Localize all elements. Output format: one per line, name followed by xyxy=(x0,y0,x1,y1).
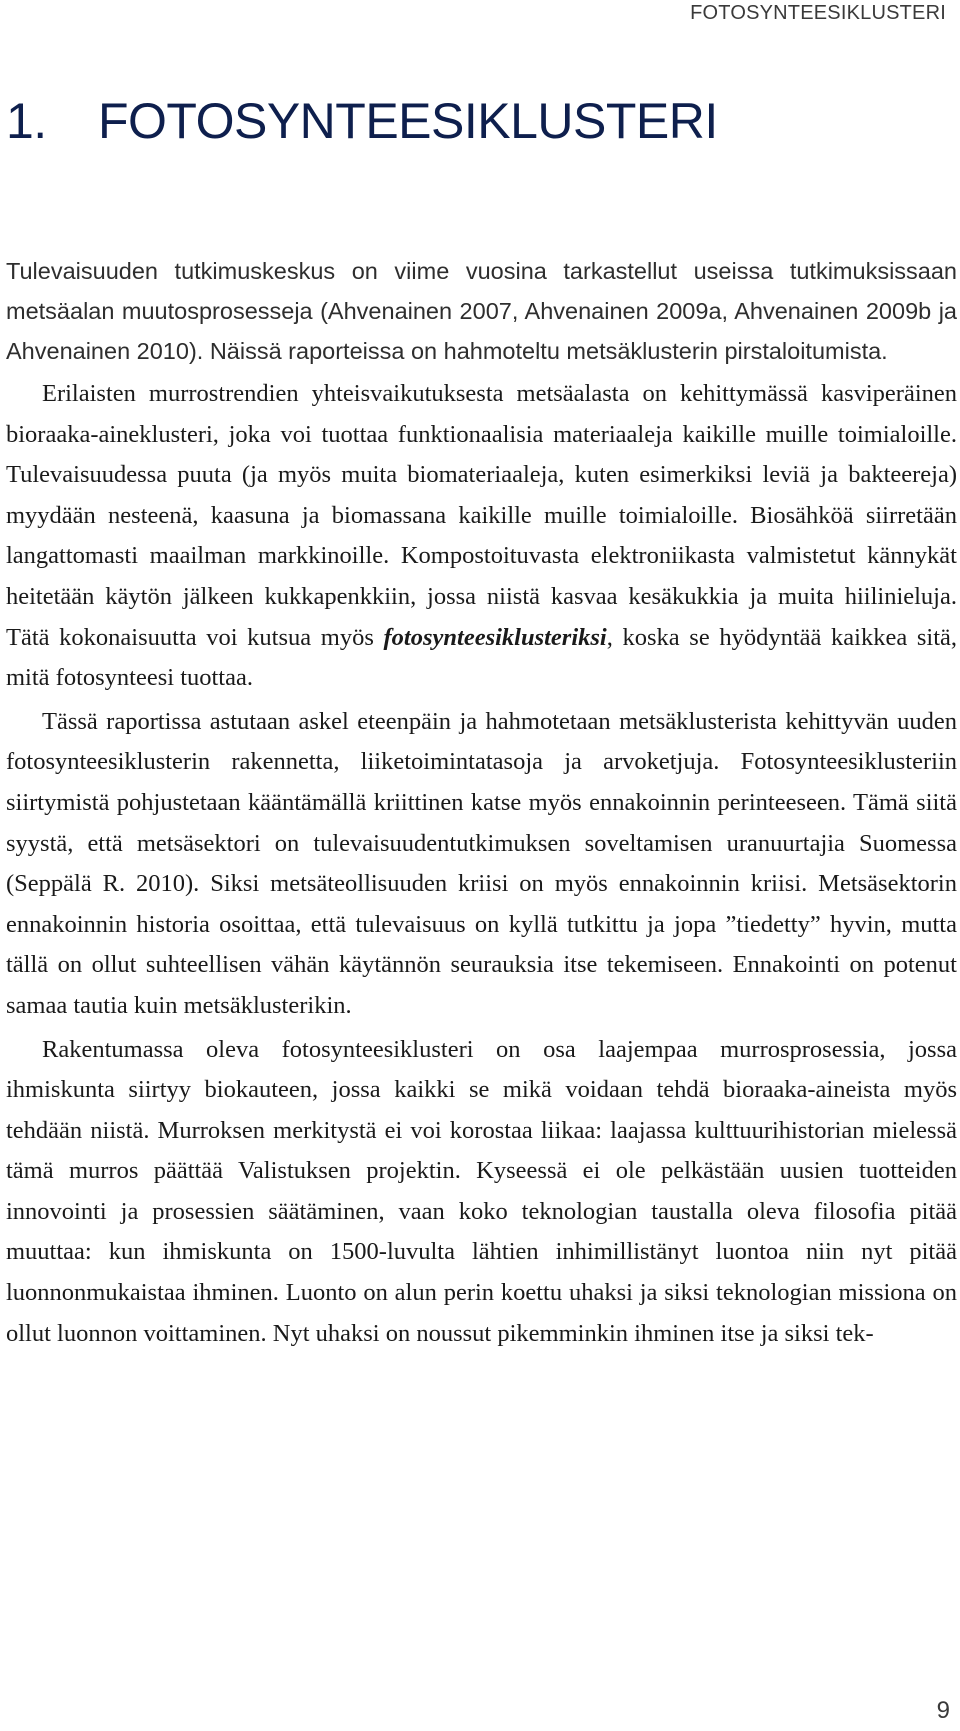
paragraph-cluster-text-end: , koska se hyödyntää kaikkea sitä, mitä fotosynteesi tuottaa. xyxy=(6,623,957,692)
chapter-title-text: FOTOSYNTEESIKLUSTERI xyxy=(98,93,718,149)
emphasized-term: fotosynteesiklusteriksi xyxy=(383,623,607,651)
lead-paragraph: Tulevaisuuden tutkimuskeskus on viime vuosina tarkastellut useissa tutkimuksissaan metsäalan muutosprosesseja (Ahvenainen 2007, Ahvenainen 2009a, Ahvenainen 2009b ja Ahvenainen 2010). Näissä raporteissa on hahmoteltu metsäklusterin pirstaloitumista. xyxy=(6,258,957,364)
running-header: FOTOSYNTEESIKLUSTERI xyxy=(690,2,946,24)
body-text xyxy=(6,251,957,1354)
chapter-number: 1. xyxy=(6,93,47,149)
paragraph-report: Tässä raportissa astutaan askel eteenpäin ja hahmotetaan metsäklusterista kehittyvän uuden fotosynteesiklusterin rakennetta, liiketoimintatasoja ja arvoketjuja. Fotosynteesiklusteriin siirtymistä pohjustetaan kääntämällä kriittinen katse myös ennakoinnin perinteeseen. Tämä siitä syystä, että metsäsektori on tulevaisuudentutkimuksen soveltamisen uranuurtajia Suomessa (Seppälä R. 2010). Siksi metsäteollisuuden kriisi on myös ennakoinnin kriisi. Metsäsektorin ennakoinnin historia osoittaa, että tulevaisuus on kyllä tutkittu ja jopa ”tiedetty” hyvin, mutta tällä on ollut suhteellisen vähän käytännön seurauksia itse tekemiseen. Ennakointi on potenut samaa tautia kuin metsäklusterikin. xyxy=(6,707,957,1019)
page-number: 9 xyxy=(936,1697,950,1724)
paragraph-transition: Rakentumassa oleva fotosynteesiklusteri on osa laajempaa murrosprosessia, jossa ihmiskunta siirtyy biokauteen, jossa kaikki se mikä voidaan tehdä bioraaka-aineista myös tehdään niistä. Murroksen merkitystä ei voi korostaa liikaa: laajassa kulttuurihistorian mielessä tämä murros päättää Valistuksen projektin. Kyseessä ei ole pelkästään uusien tuotteiden innovointi ja prosessien säätäminen, vaan koko teknologian taustalla oleva filosofia pitää muuttaa: kun ihmiskunta on 1500-luvulta lähtien inhimillistänyt luontoa niin nyt pitää luonnonmukaistaa ihminen. Luonto on alun perin koettu uhaksi ja siksi teknologian missiona on ollut luonnon voittaminen. Nyt uhaksi on noussut pikemminkin ihminen itse ja siksi tek- xyxy=(6,1035,957,1347)
paragraph-cluster xyxy=(6,374,957,699)
paragraph-cluster-text: Erilaisten murrostrendien yhteisvaikutuksesta metsäalasta on kehittymässä kasviperäinen bioraaka-aineklusteri, joka voi tuottaa funktionaalisia materiaaleja kaikille muille toimialoille. Tulevaisuudessa puuta (ja myös muita biomateriaaleja, kuten esimerkiksi leviä ja bakteereja) myydään nesteenä, kaasuna ja biomassana kaikille muille toimialoille. Biosähköä siirretään langattomasti maailman markkinoille. Kompostoituvasta elektroniikasta valmistetut kännykät heitetään käytön jälkeen kukkapenkkiin, jossa niistä kasvaa kesäkukkia ja muita hiilinieluja. Tätä kokonaisuutta voi kutsua myös xyxy=(6,380,957,651)
chapter-title xyxy=(6,92,718,150)
